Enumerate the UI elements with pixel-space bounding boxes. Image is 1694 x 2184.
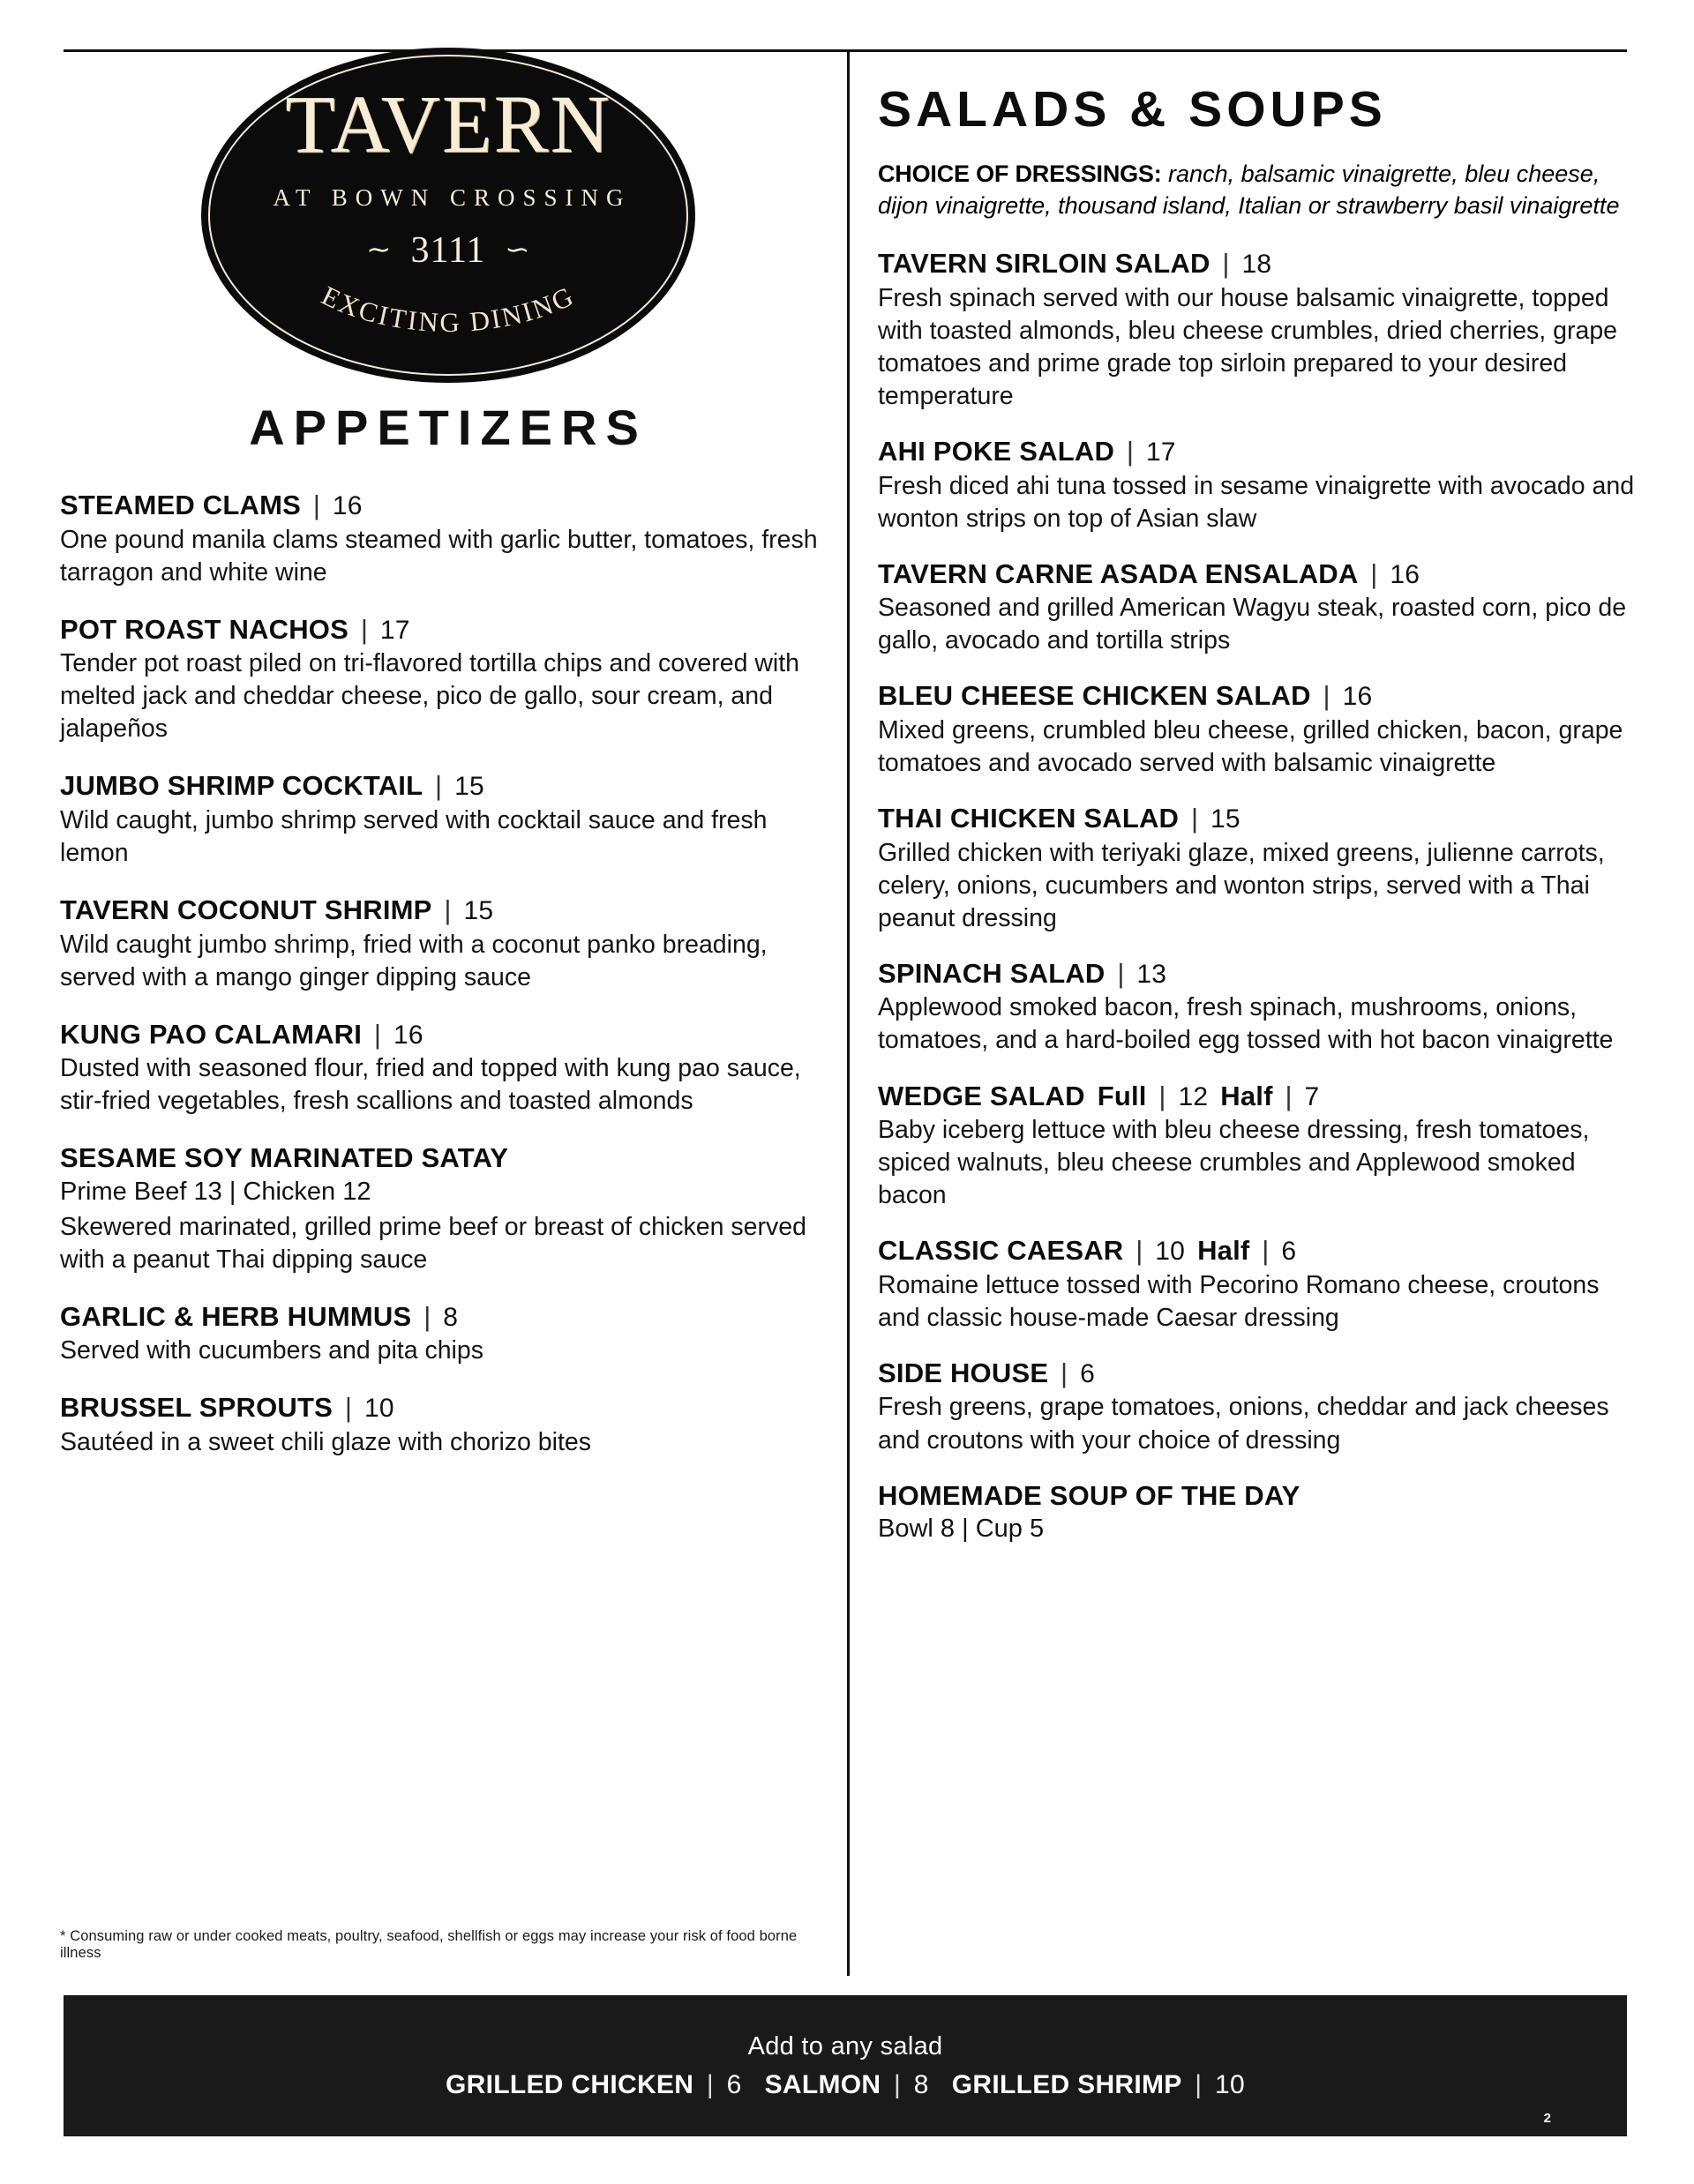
menu-item-name: WEDGE SALAD — [878, 1080, 1085, 1111]
menu-item-price: 10 — [1155, 1237, 1186, 1267]
menu-item-description: Sautéed in a sweet chili glaze with chorizo bites — [60, 1427, 591, 1456]
price-separator: | — [1183, 803, 1207, 834]
menu-item-price: 15 — [463, 896, 494, 926]
menu-item — [878, 1081, 1654, 1213]
price-separator: | — [1053, 1357, 1076, 1388]
price-separator: | — [1315, 680, 1338, 712]
menu-item-description: Baby iceberg lettuce with bleu cheese dressing, fresh tomatoes, spiced walnuts, bleu cheese crumbles and Applewood smoked bacon — [878, 1116, 1590, 1210]
column-divider — [847, 51, 850, 1976]
menu-item-name: KUNG PAO CALAMARI — [60, 1018, 363, 1050]
footer-addon-separator: | — [1187, 2069, 1210, 2099]
footer-addon-list — [446, 2070, 1245, 2100]
footer-addon-item — [952, 2070, 1245, 2100]
menu-item-name: TAVERN CARNE ASADA ENSALADA — [878, 557, 1359, 589]
menu-item-name: TAVERN SIRLOIN SALAD — [878, 248, 1211, 280]
footer-addon-name: GRILLED SHRIMP — [951, 2069, 1182, 2099]
menu-item — [878, 558, 1654, 658]
menu-item-description: Seasoned and grilled American Wagyu steak, roasted corn, pico de gallo, avocado and tortilla strips — [878, 594, 1627, 655]
menu-item-name: SIDE HOUSE — [878, 1357, 1049, 1388]
price-separator: | — [353, 613, 376, 645]
menu-item-heading — [60, 614, 836, 647]
menu-item-heading — [878, 436, 1654, 468]
menu-item-heading — [60, 1301, 836, 1334]
salads-soups-heading: SALADS & SOUPS — [878, 81, 1387, 138]
menu-item-name: BLEU CHEESE CHICKEN SALAD — [878, 680, 1311, 712]
salads-soups-column — [878, 81, 1654, 1569]
menu-item-price: 16 — [1342, 682, 1373, 712]
menu-item — [60, 1301, 836, 1368]
footer-addon-name: SALMON — [764, 2069, 881, 2099]
footer-addon-separator: | — [699, 2069, 722, 2099]
allergen-disclaimer: * Consuming raw or under cooked meats, poultry, seafood, shellfish or eggs may increase your risk of food borne illness — [60, 1928, 798, 1961]
menu-item-name: SPINACH SALAD — [878, 957, 1106, 989]
menu-item — [60, 1392, 836, 1459]
menu-item-name: CLASSIC CAESAR — [878, 1235, 1124, 1267]
menu-item-price: 17 — [1145, 438, 1176, 467]
menu-item-size-half-label: Half — [1220, 1080, 1273, 1111]
menu-item — [60, 1019, 836, 1118]
price-separator: | — [1362, 557, 1386, 589]
price-separator: | — [1109, 957, 1133, 989]
menu-item — [60, 894, 836, 994]
menu-item-heading — [878, 248, 1654, 280]
menu-item-description: Skewered marinated, grilled prime beef or breast of chicken served with a peanut Thai dipping sauce — [60, 1212, 806, 1274]
menu-item-description: Fresh spinach served with our house balsamic vinaigrette, topped with toasted almonds, bleu cheese crumbles, dried cherries, grape tomatoes and prime grade top sirloin prepared to your desired temperature — [878, 283, 1618, 411]
menu-item — [60, 1142, 836, 1275]
price-separator: | — [1151, 1080, 1174, 1111]
menu-item-description: Wild caught jumbo shrimp, fried with a coconut panko breading, served with a mango ginger dipping sauce — [60, 930, 768, 991]
menu-item-name: AHI POKE SALAD — [878, 436, 1115, 467]
footer-lead-text: Add to any salad — [747, 2031, 943, 2061]
menu-item — [878, 436, 1654, 535]
price-separator: | — [337, 1392, 360, 1424]
menu-item-price: 15 — [454, 772, 484, 802]
menu-item-description: Fresh diced ahi tuna tossed in sesame vinaigrette with avocado and wonton strips on top of Asian slaw — [878, 471, 1635, 533]
menu-item-name: HOMEMADE SOUP OF THE DAY — [878, 1479, 1300, 1511]
menu-item-description: Romaine lettuce tossed with Pecorino Romano cheese, croutons and classic house-made Caesar dressing — [878, 1270, 1600, 1332]
add-to-salad-footer — [64, 1995, 1627, 2136]
appetizers-column — [60, 51, 836, 1983]
dressings-list: ranch, balsamic vinaigrette, bleu cheese, dijon vinaigrette, thousand island, Italian or strawberry basil vinaigrette — [878, 161, 1620, 220]
menu-item-price: 16 — [1390, 559, 1420, 589]
menu-item-name: SESAME SOY MARINATED SATAY — [60, 1142, 509, 1174]
price-separator: | — [1128, 1235, 1151, 1267]
menu-item — [60, 490, 836, 589]
menu-item-price: 13 — [1136, 959, 1167, 989]
menu-item — [878, 680, 1654, 780]
logo-tagline-arc — [201, 265, 695, 370]
menu-item-description: Wild caught, jumbo shrimp served with cocktail sauce and fresh lemon — [60, 805, 768, 868]
menu-item-name: POT ROAST NACHOS — [60, 613, 349, 645]
logo-subtitle: AT BOWN CROSSING — [273, 184, 632, 212]
menu-item — [878, 1358, 1654, 1457]
menu-item-name: STEAMED CLAMS — [60, 490, 301, 520]
logo-title: TAVERN — [285, 79, 611, 170]
menu-item — [60, 614, 836, 746]
footer-addon-price: 8 — [913, 2069, 929, 2099]
menu-item-heading — [60, 1392, 836, 1425]
dressings-label: CHOICE OF DRESSINGS: — [878, 161, 1162, 187]
price-separator-secondary: | — [1277, 1080, 1300, 1111]
price-separator: | — [305, 490, 328, 520]
menu-item-price-half: 7 — [1304, 1081, 1320, 1111]
menu-item-price-half: 6 — [1281, 1237, 1297, 1267]
menu-item-name: GARLIC & HERB HUMMUS — [60, 1300, 412, 1332]
menu-item-heading — [60, 894, 836, 927]
menu-item-size-full-label: Full — [1097, 1080, 1147, 1111]
menu-item-heading — [878, 1480, 1654, 1513]
menu-item-price: 15 — [1211, 804, 1241, 834]
menu-item-heading — [878, 958, 1654, 991]
menu-item-description: Tender pot roast piled on tri-flavored tortilla chips and covered with melted jack and cheddar cheese, pico de gallo, sour cream, and jalapeños — [60, 649, 800, 744]
menu-item-price: 16 — [332, 491, 363, 520]
salads-list — [878, 248, 1654, 1546]
menu-item-price: 10 — [364, 1394, 394, 1424]
menu-item — [878, 1480, 1654, 1546]
price-separator: | — [366, 1018, 389, 1050]
menu-item-size-prices: Bowl 8 | Cup 5 — [878, 1515, 1045, 1544]
menu-item-name: JUMBO SHRIMP COCKTAIL — [60, 770, 424, 802]
menu-item-description: Applewood smoked bacon, fresh spinach, mushrooms, onions, tomatoes, and a hard-boiled egg tossed with hot bacon vinaigrette — [878, 993, 1614, 1055]
menu-item — [878, 803, 1654, 935]
swash-right-icon: ∼ — [505, 236, 530, 266]
menu-item-name: BRUSSEL SPROUTS — [60, 1392, 334, 1424]
menu-item-price: 18 — [1241, 250, 1272, 280]
dressings-note — [878, 158, 1654, 221]
menu-item-price: 6 — [1080, 1358, 1095, 1388]
menu-item-heading — [878, 1081, 1654, 1113]
menu-item — [60, 770, 836, 870]
menu-item-description: Grilled chicken with teriyaki glaze, mixed greens, julienne carrots, celery, onions, cucumbers and wonton strips, served with a Thai peanut dressing — [878, 838, 1605, 932]
menu-item-price: 17 — [379, 615, 410, 645]
menu-item-price: 8 — [443, 1302, 459, 1332]
menu-item-description: Mixed greens, crumbled bleu cheese, grilled chicken, bacon, grape tomatoes and avocado served with balsamic vinaigrette — [878, 716, 1623, 778]
menu-item-description: Served with cucumbers and pita chips — [60, 1336, 483, 1365]
logo-street-number: 3111 — [410, 230, 486, 272]
menu-item-heading — [878, 1235, 1654, 1268]
logo-tagline: EXCITING DINING — [317, 280, 580, 338]
svg-text:EXCITING DINING — [317, 280, 580, 338]
menu-item-description: One pound manila clams steamed with garlic butter, tomatoes, fresh tarragon and white wine — [60, 525, 818, 587]
footer-addon-price: 10 — [1214, 2069, 1245, 2099]
price-separator: | — [427, 770, 451, 802]
menu-item-size-prices: Prime Beef 13 | Chicken 12 — [60, 1177, 371, 1206]
menu-item-size-half-label: Half — [1197, 1235, 1250, 1267]
price-separator: | — [416, 1300, 439, 1332]
price-separator-secondary: | — [1254, 1235, 1278, 1267]
footer-addon-name: GRILLED CHICKEN — [446, 2069, 694, 2099]
menu-item — [878, 958, 1654, 1058]
menu-item — [878, 248, 1654, 413]
menu-item-heading — [878, 558, 1654, 591]
menu-item-name: THAI CHICKEN SALAD — [878, 803, 1180, 834]
swash-left-icon: ∼ — [366, 236, 392, 266]
price-separator: | — [436, 894, 460, 926]
restaurant-logo — [201, 48, 695, 383]
menu-item-description: Fresh greens, grape tomatoes, onions, cheddar and jack cheeses and croutons with your choice of dressing — [878, 1393, 1609, 1455]
menu-item-name: TAVERN COCONUT SHRIMP — [60, 894, 432, 926]
menu-item-heading — [878, 680, 1654, 713]
menu-item-description: Dusted with seasoned flour, fried and topped with kung pao sauce, stir-fried vegetables, fresh scallions and toasted almonds — [60, 1054, 801, 1116]
footer-addon-separator: | — [886, 2069, 909, 2099]
menu-item-heading — [878, 803, 1654, 835]
price-separator: | — [1214, 248, 1238, 280]
menu-item-heading — [60, 490, 836, 522]
menu-item — [878, 1235, 1654, 1335]
appetizers-list — [60, 490, 836, 1459]
footer-addon-item — [765, 2070, 929, 2100]
menu-item-heading — [878, 1358, 1654, 1390]
page-number: 2 — [1543, 2111, 1551, 2126]
menu-item-heading — [60, 1142, 836, 1175]
appetizers-heading: APPETIZERS — [249, 400, 648, 455]
menu-item-price: 12 — [1178, 1081, 1209, 1111]
footer-addon-item — [446, 2070, 742, 2100]
menu-item-heading — [60, 770, 836, 803]
price-separator: | — [1119, 436, 1142, 467]
menu-item-heading — [60, 1019, 836, 1051]
footer-addon-price: 6 — [726, 2069, 742, 2099]
menu-item-price: 16 — [393, 1020, 424, 1050]
